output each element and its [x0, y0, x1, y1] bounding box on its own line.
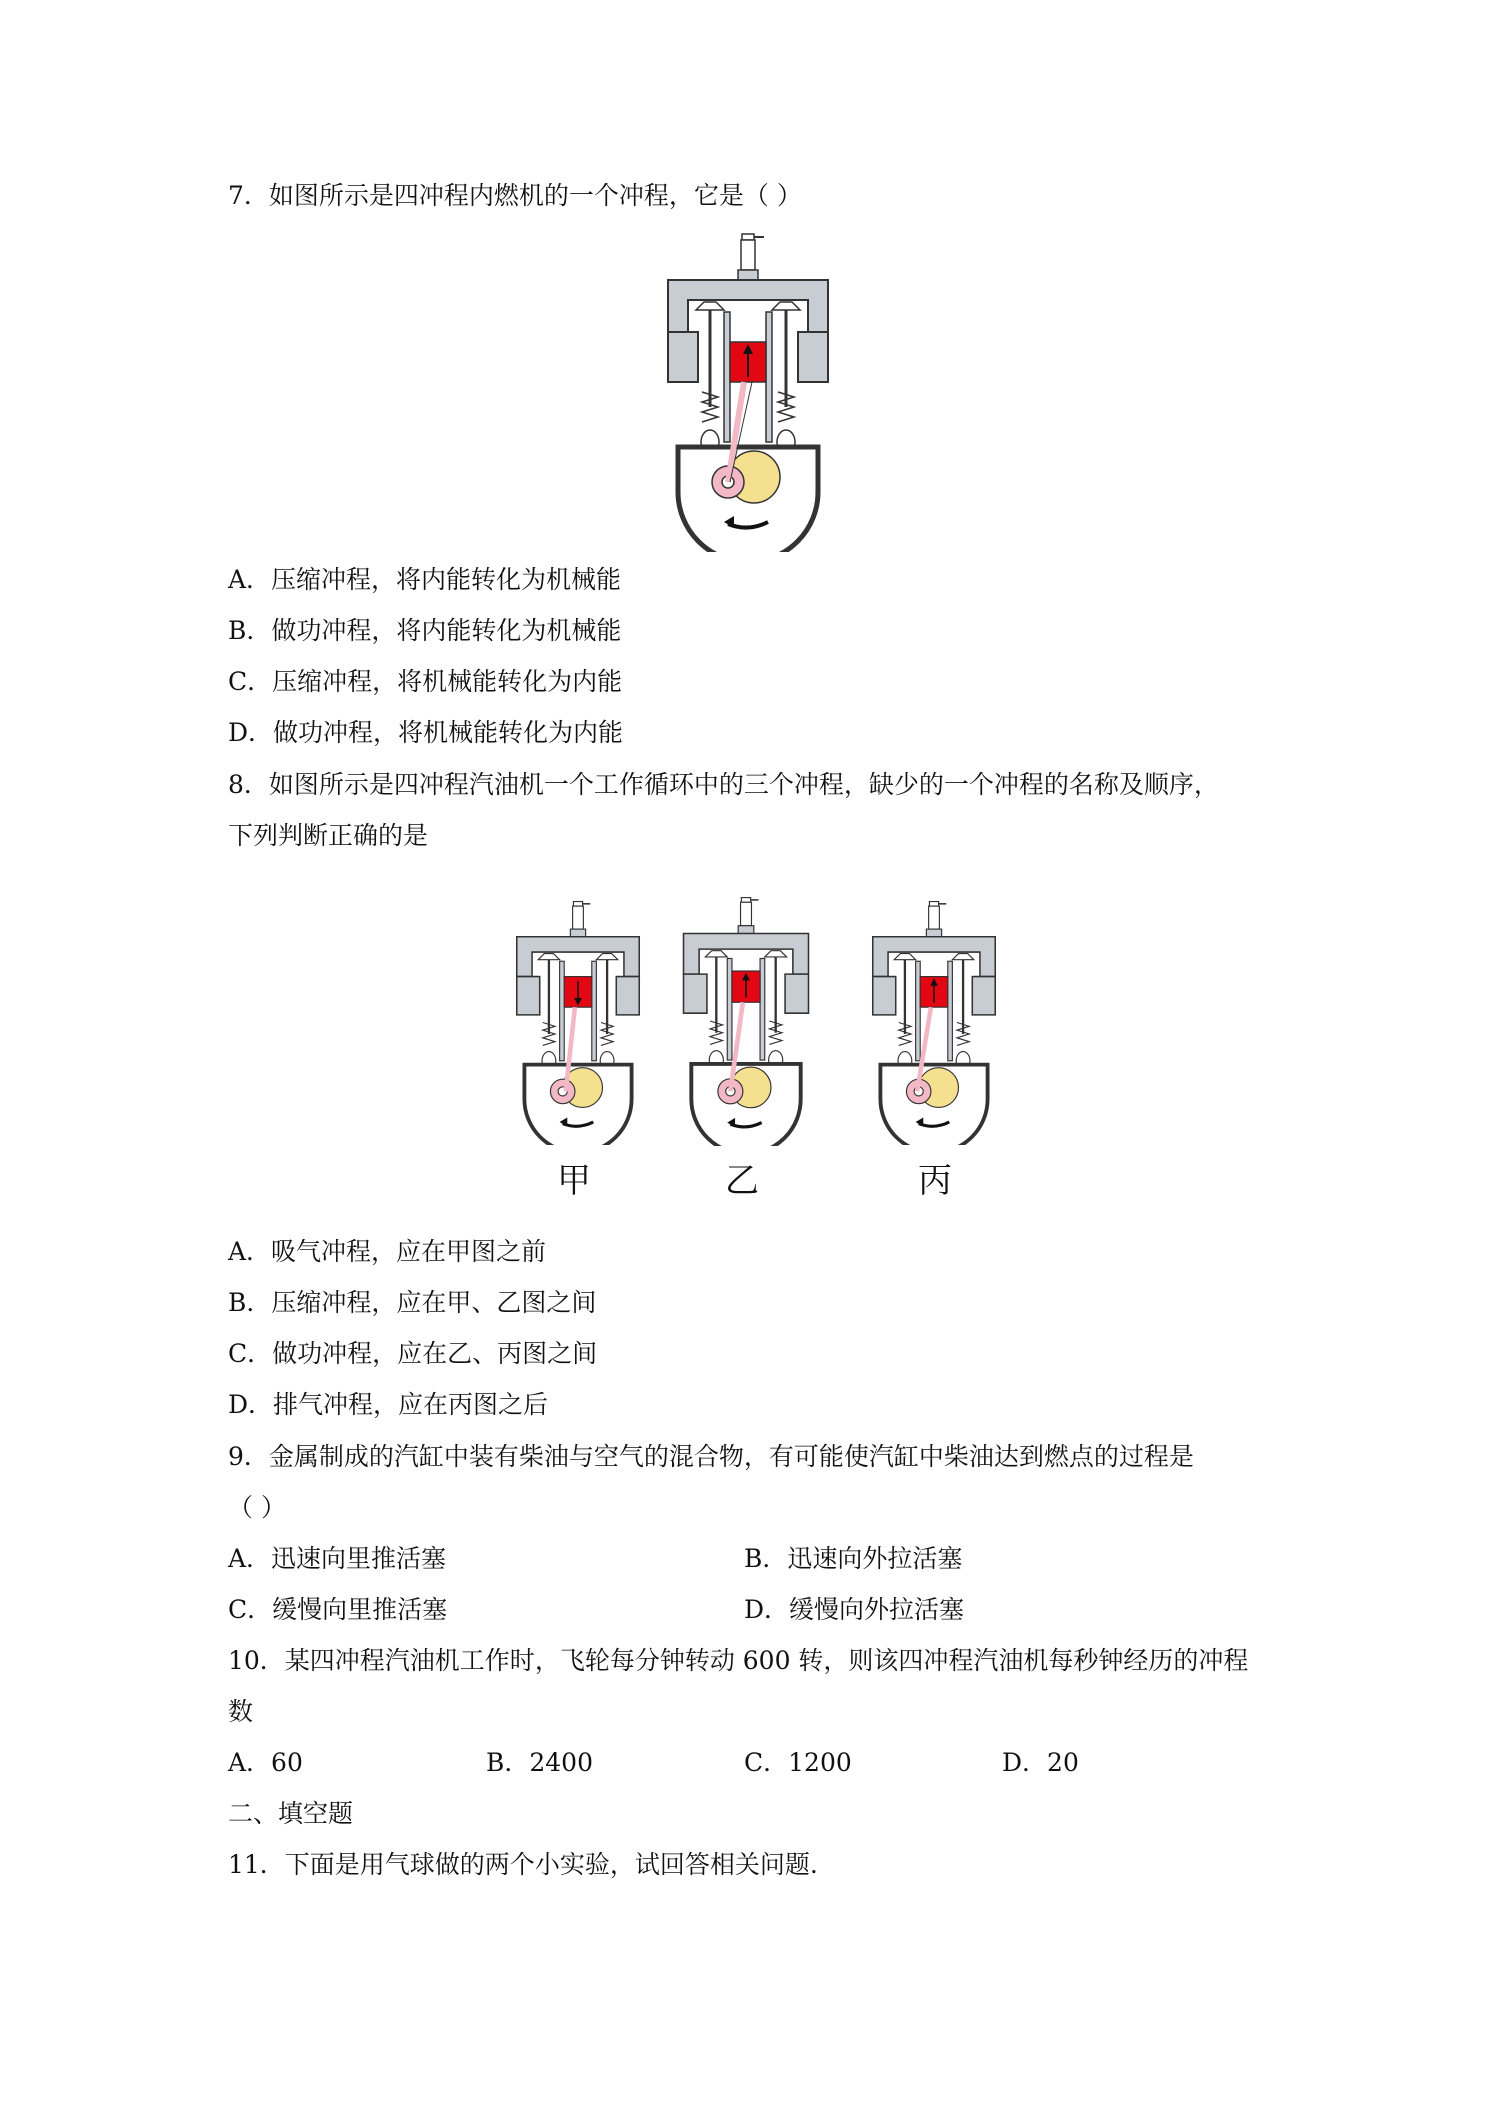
q10-option-b: B．2400 [486, 1748, 593, 1777]
q8-caption-bing: 丙 [918, 1161, 952, 1201]
q8-engine-bing [864, 900, 1004, 1145]
q8-engine-yi [675, 896, 817, 1146]
q8-caption-yi: 乙 [725, 1161, 759, 1201]
q9-option-c: C．缓慢向里推活塞 [228, 1595, 448, 1624]
q9-stem-line2: （ ） [228, 1493, 286, 1522]
q9-option-b: B．迅速向外拉活塞 [744, 1544, 963, 1573]
q10-stem-line2: 数 [228, 1697, 254, 1726]
q7-stem: 7．如图所示是四冲程内燃机的一个冲程，它是（ ） [228, 181, 802, 210]
q7-option-c: C．压缩冲程，将机械能转化为内能 [228, 667, 623, 696]
q9-option-d: D．缓慢向外拉活塞 [744, 1595, 965, 1624]
q8-option-c: C．做功冲程，应在乙、丙图之间 [228, 1339, 598, 1368]
q10-option-a: A．60 [228, 1748, 303, 1777]
q10-option-d: D．20 [1002, 1748, 1079, 1777]
q7-option-d: D．做功冲程，将机械能转化为内能 [228, 718, 624, 747]
q8-stem-line1: 8．如图所示是四冲程汽油机一个工作循环中的三个冲程，缺少的一个冲程的名称及顺序， [228, 770, 1219, 799]
q8-stem-line2: 下列判断正确的是 [228, 821, 429, 850]
q10-stem-line1: 10．某四冲程汽油机工作时，飞轮每分钟转动 600 转，则该四冲程汽油机每秒钟经历的冲程 [228, 1646, 1249, 1675]
q8-option-b: B．压缩冲程，应在甲、乙图之间 [228, 1288, 597, 1317]
q8-option-d: D．排气冲程，应在丙图之后 [228, 1390, 549, 1419]
q9-option-a: A．迅速向里推活塞 [228, 1544, 447, 1573]
q7-engine-figure [656, 232, 840, 552]
q7-option-a: A．压缩冲程，将内能转化为机械能 [228, 565, 622, 594]
q9-stem-line1: 9．金属制成的汽缸中装有柴油与空气的混合物，有可能使汽缸中柴油达到燃点的过程是 [228, 1442, 1194, 1471]
q8-caption-jia: 甲 [557, 1161, 591, 1201]
q8-engine-jia [508, 900, 648, 1145]
q11-stem: 11．下面是用气球做的两个小实验，试回答相关问题. [228, 1850, 818, 1879]
q7-option-b: B．做功冲程，将内能转化为机械能 [228, 616, 622, 645]
section-title: 二、填空题 [228, 1799, 354, 1828]
q10-option-c: C．1200 [744, 1748, 852, 1777]
q8-option-a: A．吸气冲程，应在甲图之前 [228, 1237, 547, 1266]
